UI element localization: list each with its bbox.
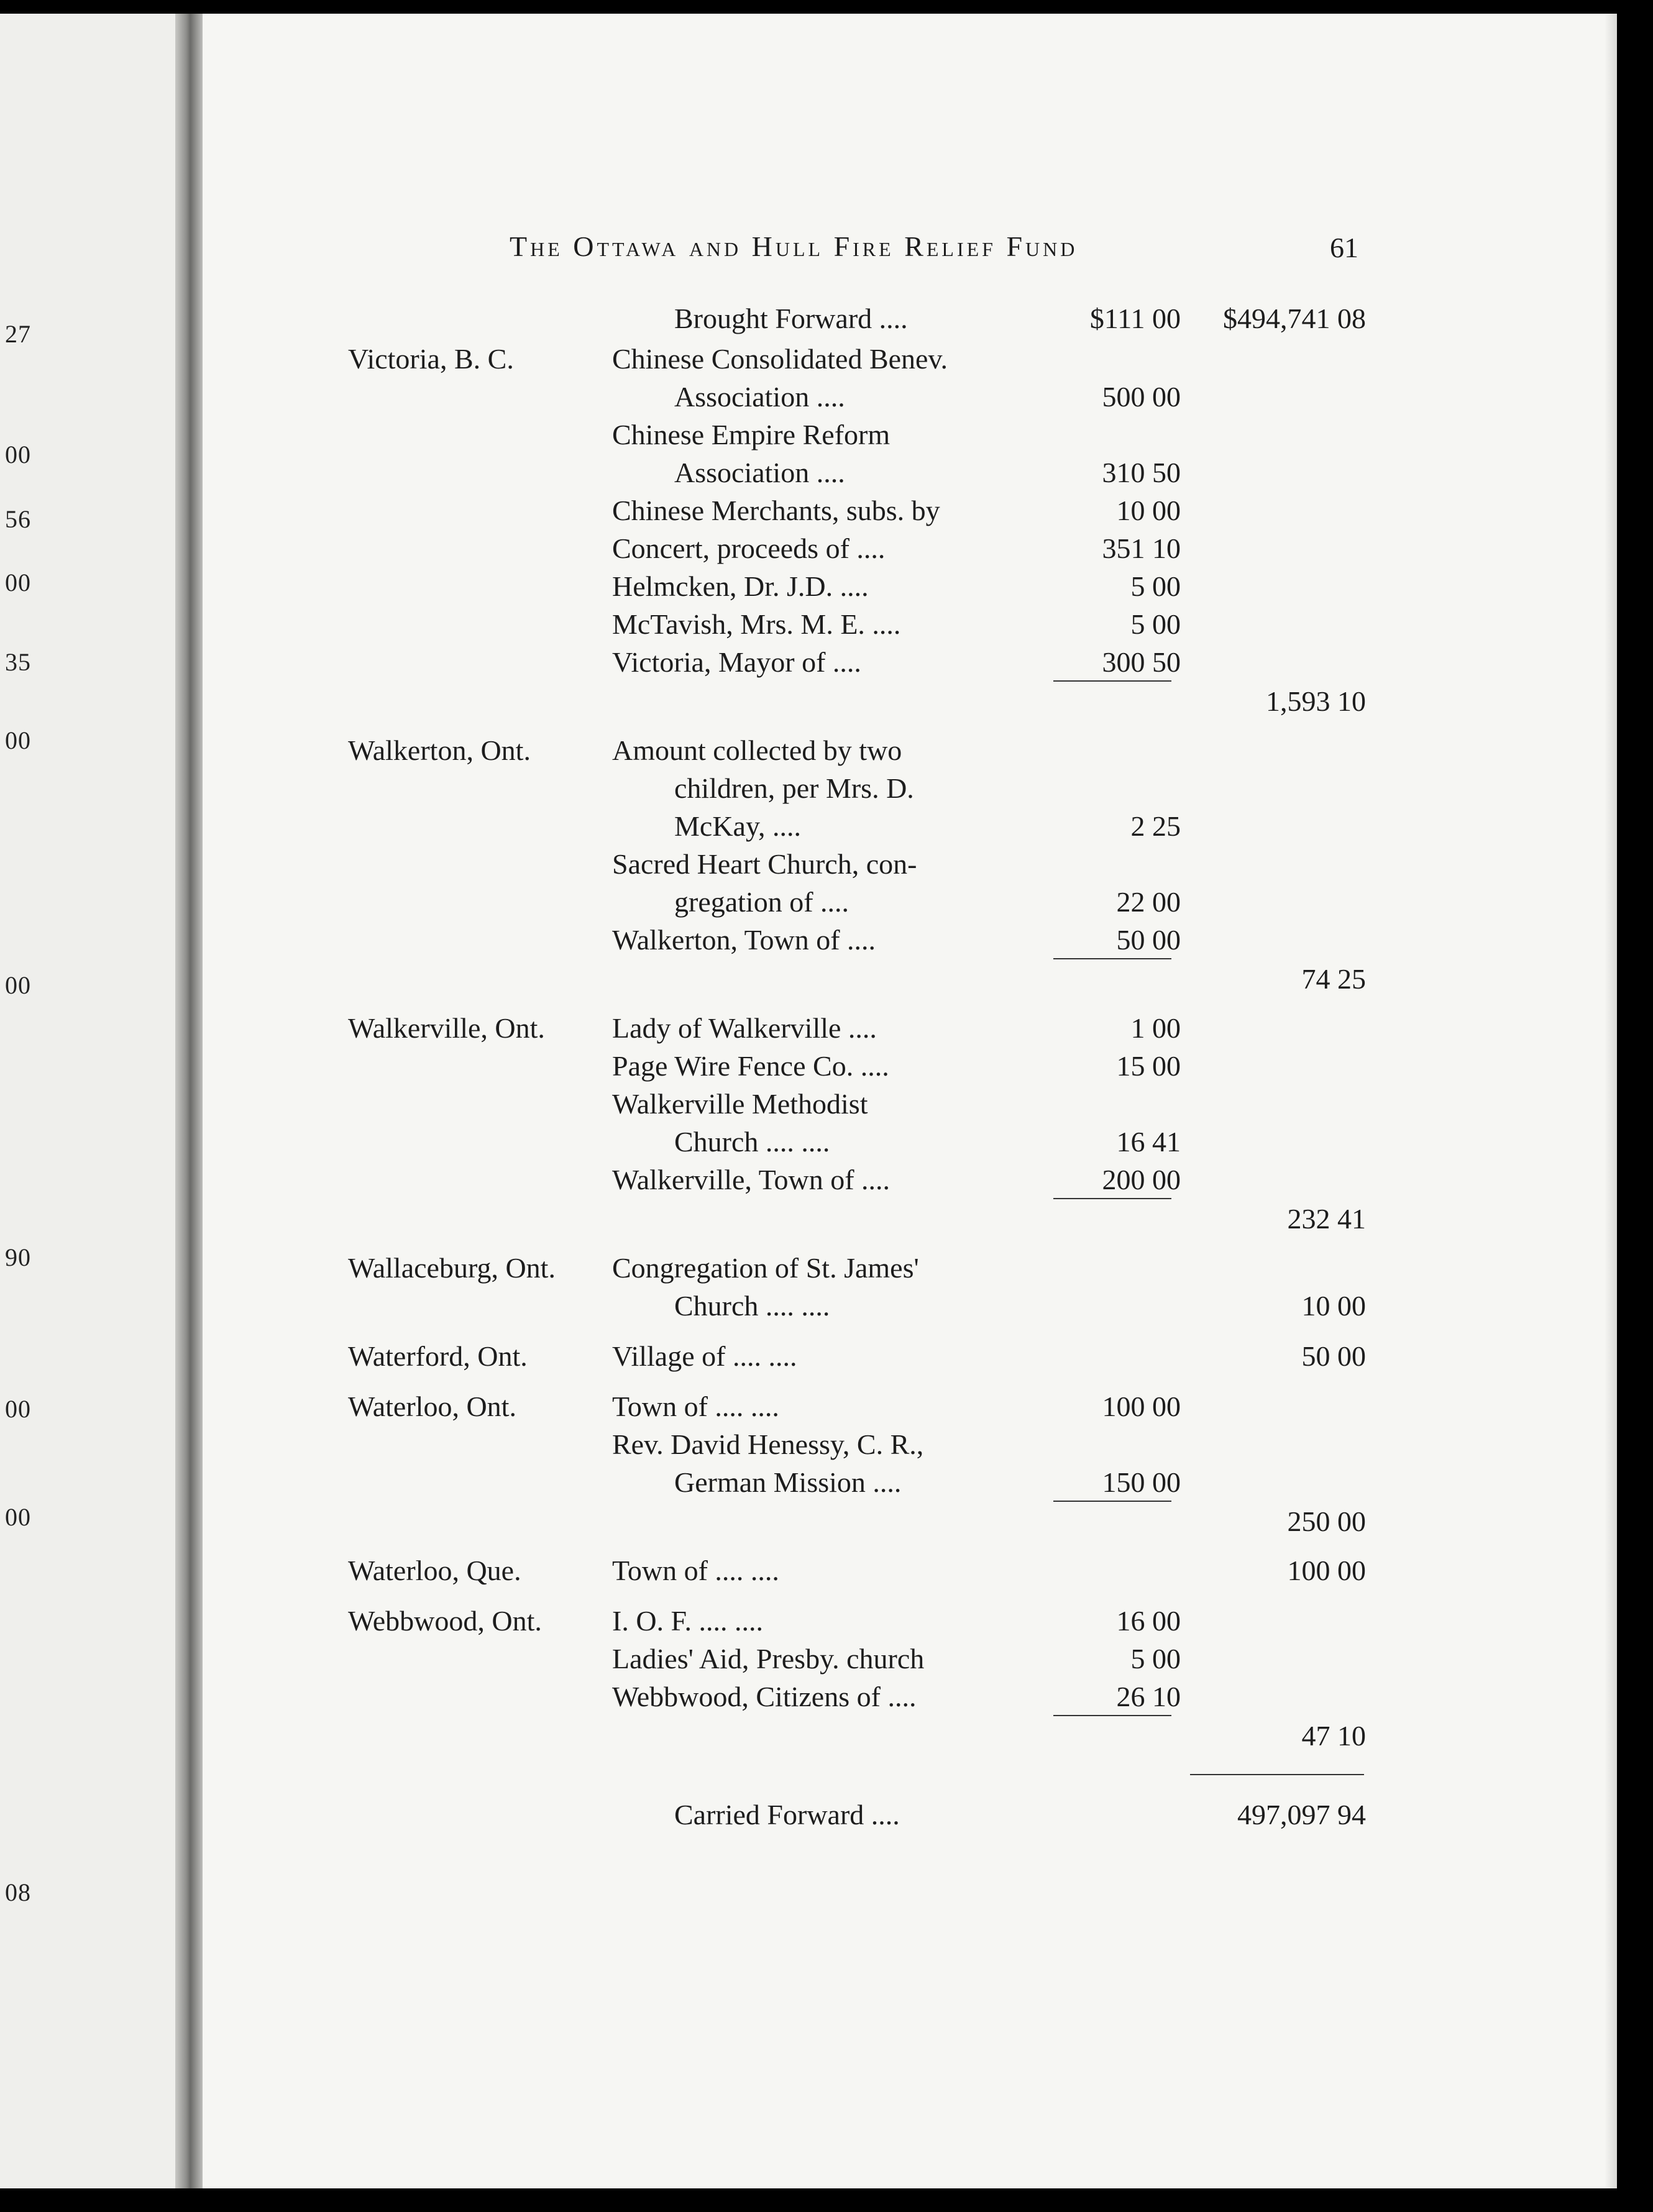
scan-frame-top [0, 0, 1653, 14]
entry-item-line: Webbwood, Citizens of .... [612, 1681, 917, 1712]
entry-place: Waterford, Ont. [348, 1340, 528, 1372]
entry-item-amount: 10 00 [1116, 495, 1181, 526]
entry-item-line: McKay, .... [674, 810, 801, 842]
entry-item-line: Village of .... .... [612, 1340, 797, 1372]
entry-item-amount: 16 00 [1116, 1605, 1181, 1637]
book-gutter [175, 14, 203, 2188]
entry-item-line: Association .... [674, 381, 845, 413]
brought-forward-amount: $111 00 [1089, 303, 1181, 334]
entry-item-amount: 5 00 [1130, 570, 1181, 602]
entry-item-line: Sacred Heart Church, con- [612, 848, 917, 880]
entry-item-line: Walkerville, Town of .... [612, 1164, 891, 1195]
entry-item-amount: 26 10 [1116, 1681, 1181, 1712]
entry-item-line: Town of .... .... [612, 1391, 779, 1422]
subtotal-rule [1053, 958, 1171, 959]
entry-item-amount: 2 25 [1130, 810, 1181, 842]
entry-item-line: Ladies' Aid, Presby. church [612, 1643, 925, 1675]
entry-item-line: Church .... .... [674, 1290, 830, 1322]
carried-forward-rule [1190, 1774, 1364, 1775]
entry-item-amount: 100 00 [1102, 1391, 1181, 1422]
entry-item-line: children, per Mrs. D. [674, 772, 914, 804]
left-margin-number: 00 [5, 1503, 31, 1531]
entry-total: 1,593 10 [1266, 685, 1366, 717]
entry-total: 100 00 [1287, 1555, 1366, 1586]
entry-item-line: Rev. David Henessy, C. R., [612, 1428, 924, 1460]
entry-item-amount: 16 41 [1116, 1126, 1181, 1158]
entry-item-amount: 1 00 [1130, 1012, 1181, 1044]
entry-item-amount: 200 00 [1102, 1164, 1181, 1195]
entry-item-amount: 22 00 [1116, 886, 1181, 918]
entry-total: 47 10 [1301, 1720, 1366, 1752]
entry-item-line: Walkerton, Town of .... [612, 924, 876, 956]
entry-place: Walkerton, Ont. [348, 734, 531, 766]
entry-item-line: Chinese Merchants, subs. by [612, 495, 940, 526]
entry-total: 74 25 [1301, 963, 1366, 995]
left-margin-number: 08 [5, 1878, 31, 1906]
page-number: 61 [1330, 232, 1358, 263]
left-margin-number: 00 [5, 726, 31, 754]
entry-item-amount: 150 00 [1102, 1466, 1181, 1498]
scan-frame-right [1617, 14, 1653, 2188]
entry-place: Waterloo, Que. [348, 1555, 521, 1586]
running-head-title: The Ottawa and Hull Fire Relief Fund [510, 231, 1078, 262]
entry-item-line: Concert, proceeds of .... [612, 532, 886, 564]
brought-forward-total: $494,741 08 [1223, 303, 1366, 334]
left-margin-number: 00 [5, 1395, 31, 1423]
entry-place: Waterloo, Ont. [348, 1391, 516, 1422]
entry-item-line: Walkerville Methodist [612, 1088, 868, 1120]
entry-item-amount: 310 50 [1102, 457, 1181, 488]
entry-item-amount: 500 00 [1102, 381, 1181, 413]
left-margin-number: 00 [5, 971, 31, 999]
entry-total: 50 00 [1301, 1340, 1366, 1372]
entry-item-amount: 5 00 [1130, 608, 1181, 640]
entry-item-line: Victoria, Mayor of .... [612, 646, 861, 678]
entry-place: Victoria, B. C. [348, 343, 514, 375]
subtotal-rule [1053, 1501, 1171, 1502]
entry-total: 10 00 [1301, 1290, 1366, 1322]
entry-place: Walkerville, Ont. [348, 1012, 545, 1044]
entry-item-line: German Mission .... [674, 1466, 902, 1498]
page-edge-shadow [1605, 14, 1617, 2188]
entry-item-line: Town of .... .... [612, 1555, 779, 1586]
entry-place: Webbwood, Ont. [348, 1605, 542, 1637]
entry-item-line: Chinese Empire Reform [612, 419, 891, 450]
subtotal-rule [1053, 1198, 1171, 1199]
carried-forward-total: 497,097 94 [1237, 1799, 1366, 1830]
entry-total: 232 41 [1287, 1203, 1366, 1235]
left-margin-number: 56 [5, 505, 31, 533]
entry-item-amount: 15 00 [1116, 1050, 1181, 1082]
entry-item-line: Page Wire Fence Co. .... [612, 1050, 889, 1082]
subtotal-rule [1053, 1715, 1171, 1716]
scan-frame-bottom [0, 2188, 1653, 2212]
entry-item-line: Helmcken, Dr. J.D. .... [612, 570, 869, 602]
entry-place: Wallaceburg, Ont. [348, 1252, 556, 1284]
entry-item-amount: 300 50 [1102, 646, 1181, 678]
entry-item-line: Church .... .... [674, 1126, 830, 1158]
entry-item-amount: 351 10 [1102, 532, 1181, 564]
entry-item-amount: 50 00 [1116, 924, 1181, 956]
entry-item-line: gregation of .... [674, 886, 849, 918]
entry-item-line: Amount collected by two [612, 734, 902, 766]
left-margin-number: 00 [5, 441, 31, 468]
entry-item-amount: 5 00 [1130, 1643, 1181, 1675]
left-margin-number: 00 [5, 569, 31, 596]
left-page-edge [0, 14, 175, 2188]
entry-item-line: Congregation of St. James' [612, 1252, 919, 1284]
entry-item-line: Association .... [674, 457, 845, 488]
left-margin-number: 27 [5, 320, 31, 348]
entry-item-line: Chinese Consolidated Benev. [612, 343, 948, 375]
entry-item-line: I. O. F. .... .... [612, 1605, 763, 1637]
left-margin-number: 90 [5, 1243, 31, 1271]
entry-item-line: McTavish, Mrs. M. E. .... [612, 608, 901, 640]
carried-forward-label: Carried Forward .... [674, 1799, 900, 1830]
left-margin-number: 35 [5, 648, 31, 676]
subtotal-rule [1053, 680, 1171, 682]
entry-total: 250 00 [1287, 1506, 1366, 1537]
entry-item-line: Lady of Walkerville .... [612, 1012, 877, 1044]
right-page [203, 14, 1617, 2188]
brought-forward-label: Brought Forward .... [674, 303, 908, 334]
